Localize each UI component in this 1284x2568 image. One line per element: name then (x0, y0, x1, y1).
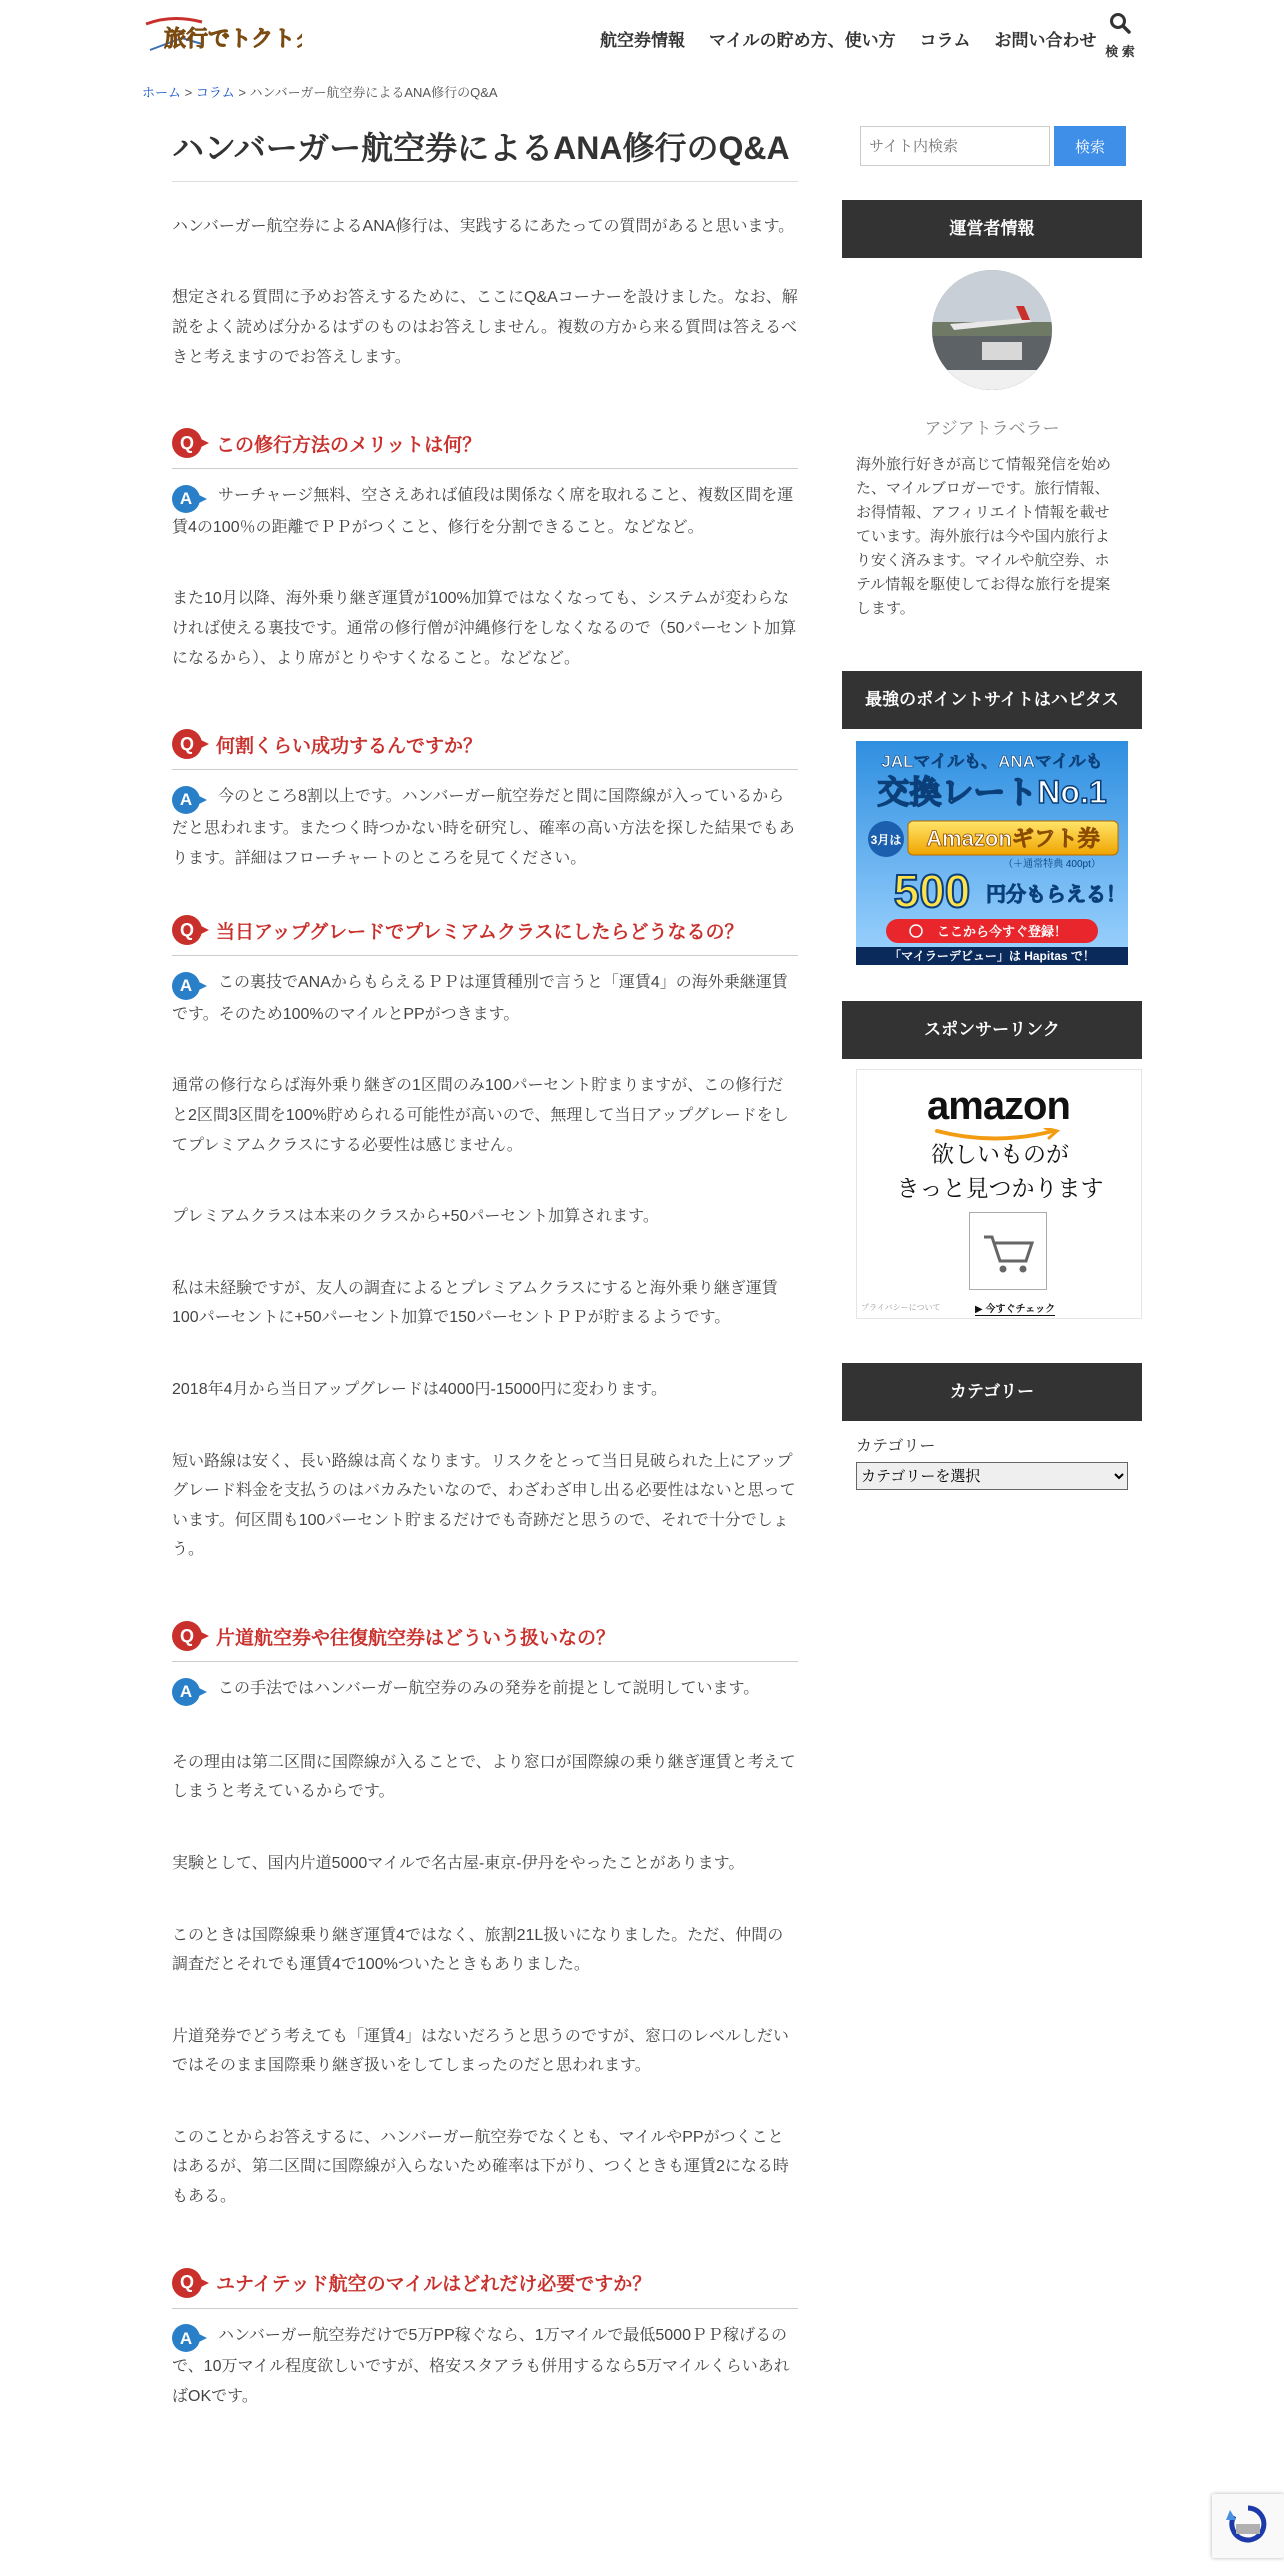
answer-extra: 私は未経験ですが、友人の調査によるとプレミアムクラスにすると海外乗り継ぎ運賃100パーセントに+50パーセント加算で150パーセントＰＰが貯まるようです。 (172, 1279, 778, 1327)
owner-name: アジアトラベラー (924, 419, 1060, 438)
search-label: 検 索 (1105, 44, 1135, 59)
question-text: 当日アップグレードでプレミアムクラスにしたらどうなるの？ (216, 921, 744, 943)
widget-heading: 運営者情報 (842, 200, 1142, 258)
hapitas-line1: JALマイルも、ANAマイルも (881, 752, 1103, 771)
hapitas-amount-suffix: 円分もらえる！ (986, 884, 1126, 906)
search-icon (1109, 12, 1131, 34)
site-logo[interactable] (142, 14, 302, 58)
amazon-line1: 欲しいものが (931, 1141, 1069, 1167)
search-button[interactable]: 検索 (1054, 126, 1126, 166)
question-text: この修行方法のメリットは何？ (216, 434, 482, 456)
answer-icon: A (172, 1678, 200, 1706)
svg-text:旅行でトクトク: 旅行でトクトク (164, 26, 302, 51)
nav-item-flights[interactable]: 航空券情報 (600, 31, 685, 50)
answer-extra: 通常の修行ならば海外乗り継ぎの1区間のみ100パーセント貯まりますが、この修行だと2区間3区間を100%貯められる可能性が高いので、無理して当日アップグレードをしてプレミアムクラスにする必要性は感じません。 (172, 1077, 789, 1154)
answer-text: ハンバーガー航空券だけで5万PP稼ぐなら、1万マイルで最低5000ＰＰ稼げるので、10万マイル程度欲しいですが、格安スタアラも併用するなら5万マイルくらいあればOKです。 (172, 2326, 790, 2405)
hapitas-banner[interactable] (856, 741, 1128, 965)
nav-item-miles[interactable]: マイルの貯め方、使い方 (709, 31, 896, 50)
question-heading (172, 915, 798, 956)
question-icon: Q (172, 915, 202, 945)
amazon-line2: きっと見つかります (896, 1175, 1104, 1201)
answer-icon: A (172, 786, 200, 814)
answer-icon: A (172, 972, 200, 1000)
main-nav (600, 26, 1121, 51)
amazon-privacy-link[interactable]: プライバシーについて (861, 1303, 941, 1312)
nav-item-contact[interactable]: お問い合わせ (994, 31, 1097, 50)
answer-icon: A (172, 485, 200, 513)
breadcrumb (142, 82, 498, 101)
hapitas-line2: 交換レートNo.1 (877, 774, 1107, 810)
hapitas-gift: Amazonギフト券 (926, 826, 1100, 851)
amazon-cta[interactable]: ▶ 今すぐチェック (975, 1300, 1055, 1316)
cart-icon (969, 1212, 1047, 1290)
answer-extra: 片道発券でどう考えても「運賃4」はないだろうと思うのですが、窓口のレベルしだいではそのまま国際乗り継ぎ扱いをしてしまったのだと思われます。 (172, 2027, 789, 2075)
site-header (0, 0, 1284, 80)
hapitas-cta: ここから今すぐ登録！ (936, 924, 1068, 939)
widget-heading: 最強のポイントサイトはハピタス (842, 671, 1142, 729)
site-search (860, 126, 1142, 166)
answer-text: 今のところ8割以上です。ハンバーガー航空券だと間に国際線が入っているからだと思われます。またつく時つかない時を研究し、確率の高い方法を探した結果でもあります。詳細はフローチャートのところを見てください。 (172, 788, 795, 867)
breadcrumb-column[interactable]: コラム (195, 85, 235, 100)
widget-heading: カテゴリー (842, 1363, 1142, 1421)
answer-extra: その理由は第二区間に国際線が入ることで、より窓口が国際線の乗り継ぎ運賃と考えてしまうと考えているからです。 (172, 1753, 796, 1801)
amazon-banner[interactable] (856, 1069, 1142, 1319)
owner-widget (842, 200, 1142, 651)
category-label: カテゴリー (856, 1438, 936, 1455)
header-search-button[interactable] (1100, 12, 1140, 60)
answer-extra: 2018年4月から当日アップグレードは4000円-15000円に変わります。 (172, 1381, 668, 1399)
answer-paragraph (172, 1674, 798, 1706)
answer-extra: このときは国際線乗り継ぎ運賃4ではなく、旅割21L扱いになりました。ただ、仲間の調査だとそれでも運賃4で100%ついたときもありました。 (172, 1926, 784, 1974)
question-icon: Q (172, 1621, 202, 1651)
answer-text: サーチャージ無料、空さえあれば値段は関係なく席を取れること、複数区間を運賃4の100％の距離でＰＰがつくこと、修行を分割できること。などなど。 (172, 487, 794, 536)
category-select[interactable] (856, 1462, 1128, 1490)
recaptcha-badge[interactable] (1212, 2494, 1284, 2558)
page-title: ハンバーガー航空券によるANA修行のQ&A (172, 126, 798, 182)
question-heading (172, 2268, 798, 2309)
question-icon: Q (172, 428, 202, 458)
question-text: 片道航空券や往復航空券はどういう扱いなの？ (216, 1627, 616, 1649)
answer-paragraph (172, 782, 798, 873)
question-icon: Q (172, 2268, 202, 2298)
widget-heading: スポンサーリンク (842, 1001, 1142, 1059)
sponsor-widget (842, 1001, 1142, 1349)
intro-paragraph: 想定される質問に予めお答えするために、ここにQ&Aコーナーを設けました。なお、解説をよく読めば分かるはずのものはお答えしません。複数の方から来る質問は答えるべきと考えますのでお答えします。 (172, 289, 798, 366)
nav-item-column[interactable]: コラム (919, 31, 971, 50)
hapitas-widget (842, 671, 1142, 995)
amazon-logo: amazon (927, 1084, 1070, 1128)
hapitas-note: （＋通常特典 400pt） (1003, 859, 1101, 870)
answer-paragraph (172, 2321, 798, 2412)
avatar (932, 270, 1052, 390)
answer-extra: また10月以降、海外乗り継ぎ運賃が100%加算ではなくなっても、システムが変わらなければ使える裏技です。通常の修行僧が沖縄修行をしなくなるので（50パーセント加算になるから）、より席がとりやすくなること。などなど。 (172, 590, 797, 667)
hapitas-month: 3月は (870, 833, 902, 847)
breadcrumb-separator: > (181, 85, 196, 100)
owner-description: 海外旅行好きが高じて情報発信を始めた、マイルブロガーです。旅行情報、お得情報、アフィリエイト情報を載せています。海外旅行は今や国内旅行より安く済みます。マイルや航空券、ホテル情報を駆使してお得な旅行を提案します。 (856, 456, 1112, 617)
category-widget (842, 1363, 1142, 1520)
breadcrumb-current: ハンバーガー航空券によるANA修行のQ&A (249, 85, 498, 100)
answer-paragraph (172, 968, 798, 1029)
question-heading (172, 729, 798, 770)
answer-text: この裏技でANAからもらえるＰＰは運賃種別で言うと「運賃4」の海外乗継運賃です。そのため100%のマイルとPPがつきます。 (172, 974, 788, 1023)
question-heading (172, 428, 798, 469)
hapitas-amount: 500 (893, 865, 971, 917)
hapitas-footer: 「マイラーデビュー」は Hapitas で！ (889, 949, 1095, 963)
breadcrumb-separator: > (234, 85, 250, 100)
answer-extra: 実験として、国内片道5000マイルで名古屋-東京-伊丹をやったことがあります。 (172, 1854, 745, 1872)
answer-extra: このことからお答えするに、ハンバーガー航空券でなくとも、マイルやPPがつくことはあるが、第二区間に国際線が入らないため確率は下がり、つくときも運賃2になる時もある。 (172, 2128, 789, 2206)
question-heading (172, 1621, 798, 1662)
answer-extra: プレミアムクラスは本来のクラスから+50パーセント加算されます。 (172, 1208, 659, 1226)
search-input[interactable] (860, 126, 1050, 166)
question-icon: Q (172, 729, 202, 759)
answer-extra: 短い路線は安く、長い路線は高くなります。リスクをとって当日見破られた上にアップグレード料金を支払うのはバカみたいなので、わざわざ申し出る必要性はないと思っています。何区間も100パーセント貯まるだけでも奇跡だと思うので、それで十分でしょう。 (172, 1452, 796, 1559)
article (172, 126, 798, 2454)
sidebar (842, 126, 1142, 1520)
answer-icon: A (172, 2324, 200, 2352)
question-text: ユナイテッド航空のマイルはどれだけ必要ですか？ (216, 2274, 652, 2296)
answer-text: この手法ではハンバーガー航空券のみの発券を前提として説明しています。 (218, 1680, 760, 1698)
breadcrumb-home[interactable]: ホーム (142, 85, 182, 100)
question-text: 何割くらい成功するんですか？ (216, 735, 483, 757)
intro-paragraph: ハンバーガー航空券によるANA修行は、実践するにあたっての質問があると思います。 (172, 217, 795, 235)
recaptcha-icon (1212, 2494, 1284, 2558)
answer-paragraph (172, 481, 798, 542)
